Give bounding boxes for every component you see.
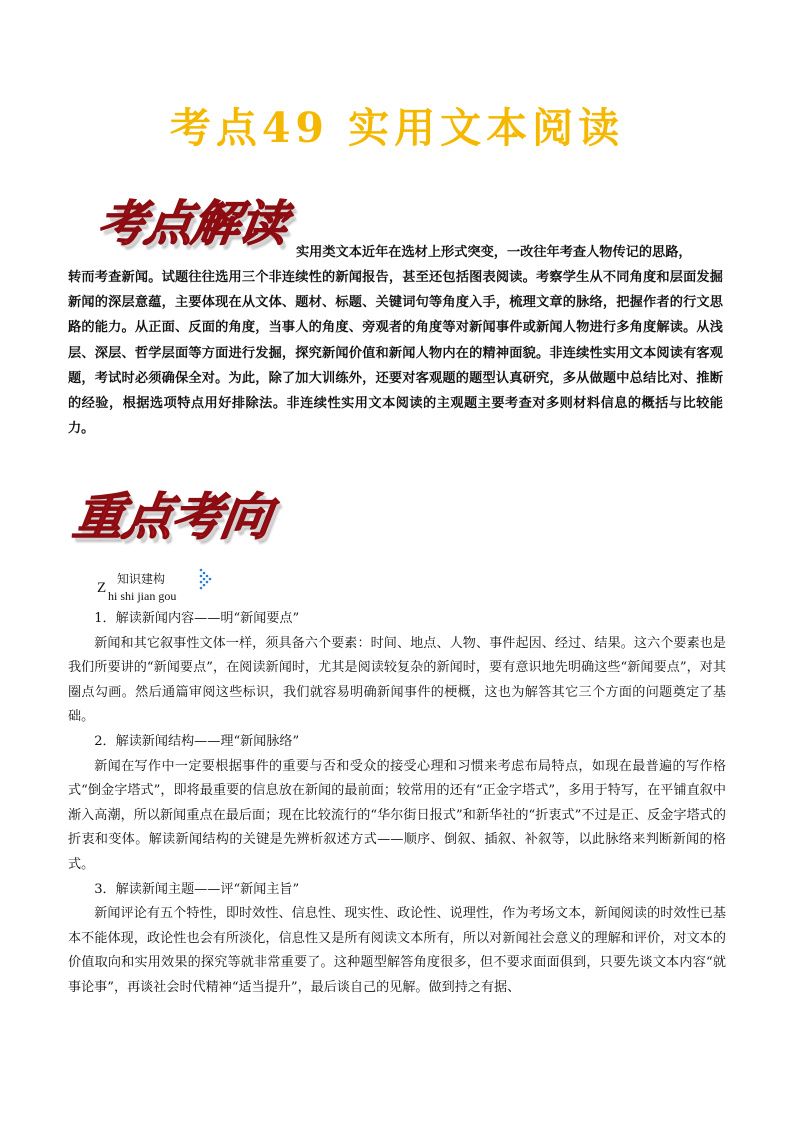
intro-paragraph-first-line: 实用类文本近年在选材上形式突变，一改往年考查人物传记的思路， xyxy=(296,245,692,260)
body-text xyxy=(68,607,726,1001)
body-paragraph: 新闻在写作中一定要根据事件的重要与否和受众的接受心理和习惯来考虑布局特点，如现在最普遍的写作格式“倒金字塔式”，即将最重要的信息放在新闻的最前面；较常用的还有“正金字塔式”，多用于特写，在平铺直叙中渐入高潮，所以新闻重点在最后面；现在比较流行的“华尔街日报式”和新华社的“折衷式”不过是正、反金字塔式的折衷和变体。解读新闻结构的关键是先辨析叙述方式——顺序、倒叙、插叙、补叙等，以此脉络来判断新闻的格式。 xyxy=(68,758,726,872)
arrow-dot xyxy=(200,581,203,584)
arrow-dot xyxy=(200,575,203,578)
knowledge-initial: Z xyxy=(97,580,107,596)
section-wordart-zhongdian-kaoxiang: 重点考向 xyxy=(69,487,275,546)
arrow-dot xyxy=(200,569,203,572)
section-wordart-kaodian-jiedu: 考点解读 xyxy=(94,196,290,252)
page-title: 考点49 实用文本阅读 xyxy=(169,104,625,152)
arrow-dot xyxy=(203,578,206,581)
section-heading: 3．解读新闻主题——评“新闻主旨” xyxy=(94,881,300,897)
section-heading: 2．解读新闻结构——理“新闻脉络” xyxy=(94,733,300,749)
arrow-dot xyxy=(203,572,206,575)
body-paragraph: 新闻和其它叙事性文体一样，须具备六个要素：时间、地点、人物、事件起因、经过、结果。这六个要素也是我们所要讲的“新闻要点”，在阅读新闻时，尤其是阅读较复杂的新闻时，要有意识地先明确这些“新闻要点”，对其圈点勾画。然后通篇审阅这些标识，我们就容易明确新闻事件的梗概，这也为解答其它三个方面的问题奠定了基础。 xyxy=(68,635,726,725)
section-heading: 1．解读新闻内容——明“新闻要点” xyxy=(94,611,300,626)
arrow-dot xyxy=(209,578,212,581)
arrow-dot xyxy=(200,587,203,590)
chevron-arrow-icon xyxy=(198,568,216,590)
knowledge-label: 知识建构 xyxy=(117,572,166,586)
body-paragraph: 新闻评论有五个特性，即时效性、信息性、现实性、政论性、说理性，作为考场文本，新闻阅读的时效性已基本不能体现，政论性也会有所淡化，信息性又是所有阅读文本所有，所以对新闻社会意义的理解和评价，对文本的价值取向和实用效果的探究等就非常重要了。这种题型解答角度很多，但不要求面面俱到，只要先谈文本内容“就事论事”，再谈社会时代精神“适当提升”，最后谈自己的见解。做到持之有据、 xyxy=(68,906,726,995)
arrow-dot xyxy=(206,575,209,578)
arrow-dot xyxy=(206,581,209,584)
knowledge-pinyin: hi shi jian gou xyxy=(108,589,177,603)
arrow-dot xyxy=(203,584,206,587)
intro-paragraph: 转而考查新闻。试题往往选用三个非连续性的新闻报告，甚至还包括图表阅读。考察学生从不同角度和层面发掘新闻的深层意蕴，主要体现在从文体、题材、标题、关键词句等角度入手，梳理文章的脉络，把握作者的行文思路的能力。从正面、反面的角度，当事人的角度、旁观者的角度等对新闻事件或新闻人物进行多角度解读。从浅层、深层、哲学层面等方面进行发掘，探究新闻价值和新闻人物内在的精神面貌。非连续性实用文本阅读有客观题，考试时必须确保全对。为此，除了加大训练外，还要对客观题的题型认真研究，多从做题中总结比对、推断的经验，根据选项特点用好排除法。非连续性实用文本阅读的主观题主要考查对多则材料信息的概括与比较能力。 xyxy=(68,270,723,437)
